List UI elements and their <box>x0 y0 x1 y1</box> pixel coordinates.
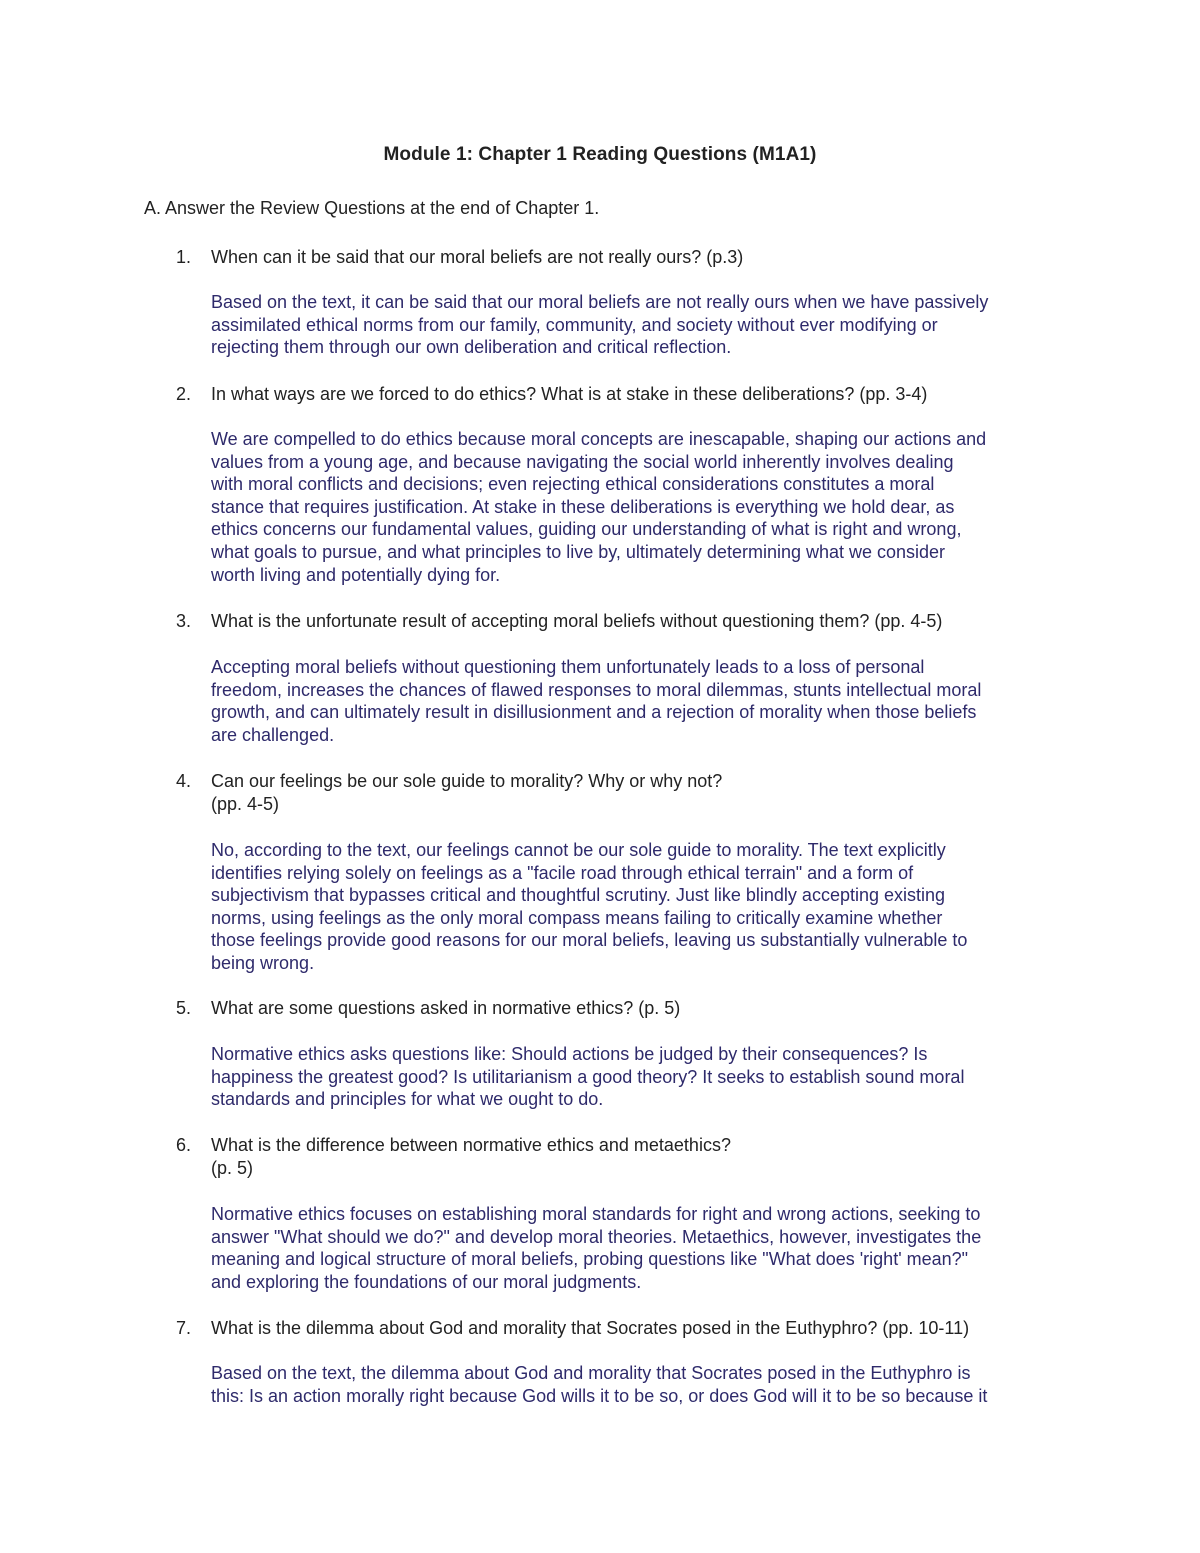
answer-line: with moral conflicts and decisions; even rejecting ethical considerations constitutes a moral <box>211 474 935 495</box>
answer-line: values from a young age, and because navigating the social world inherently involves dealing <box>211 451 954 472</box>
answer-line: Accepting moral beliefs without questioning them unfortunately leads to a loss of personal <box>211 657 925 677</box>
question-text: In what ways are we forced to do ethics? What is at stake in these deliberations? (pp. 3-4) <box>211 384 928 404</box>
question-line: (p. 5) <box>211 1157 254 1178</box>
document-title: Module 1: Chapter 1 Reading Questions (M1A1) <box>383 144 817 165</box>
answer-line: Based on the text, it can be said that our moral beliefs are not really ours when we have passively <box>211 292 989 312</box>
answer-line: rejecting them through our own deliberation and critical reflection. <box>211 337 732 358</box>
answer-line: are challenged. <box>211 724 335 745</box>
answer-line: what goals to pursue, and what principles to live by, ultimately determining what we consider <box>211 541 946 562</box>
answer-line: assimilated ethical norms from our family, community, and society without ever modifying or <box>211 314 938 335</box>
question-text: What is the unfortunate result of accepting moral beliefs without questioning them? (pp. 4-5) <box>211 611 943 631</box>
question-text: When can it be said that our moral beliefs are not really ours? (p.3) <box>211 247 744 267</box>
answer-3 <box>211 656 1069 746</box>
question-number: 7. <box>176 1318 192 1338</box>
answer-line: happiness the greatest good? Is utilitarianism a good theory? It seeks to establish sound moral <box>211 1066 965 1087</box>
question-number: 6. <box>176 1135 192 1155</box>
answer-line: and exploring the foundations of our moral judgments. <box>211 1271 642 1292</box>
answer-line: norms, using feelings as the only moral compass means failing to critically examine whether <box>211 907 943 928</box>
question-text <box>211 770 1091 815</box>
answer-line: standards and principles for what we ought to do. <box>211 1089 604 1110</box>
answer-line: being wrong. <box>211 952 315 973</box>
answer-line: stance that requires justification. At stake in these deliberations is everything we hold dear, as <box>211 496 955 517</box>
question-number: 3. <box>176 611 192 631</box>
answer-6 <box>211 1203 1069 1293</box>
answer-line: Based on the text, the dilemma about God and morality that Socrates posed in the Euthyphro is <box>211 1363 971 1383</box>
answer-line: those feelings provide good reasons for our moral beliefs, leaving us substantially vulnerable to <box>211 930 968 951</box>
question-number: 5. <box>176 998 192 1018</box>
answer-line: No, according to the text, our feelings cannot be our sole guide to morality. The text explicitly <box>211 840 946 860</box>
answer-1 <box>211 291 1069 359</box>
answer-line: subjectivism that bypasses critical and thoughtful scrutiny. Just like blindly accepting existing <box>211 885 946 906</box>
answer-4 <box>211 839 1069 975</box>
answer-line: this: Is an action morally right because God wills it to be so, or does God will it to be so because it <box>211 1385 988 1406</box>
answer-line: worth living and potentially dying for. <box>211 564 501 585</box>
question-number: 4. <box>176 771 192 791</box>
answer-line: Normative ethics focuses on establishing moral standards for right and wrong actions, seeking to <box>211 1204 981 1224</box>
answer-line: Normative ethics asks questions like: Should actions be judged by their consequences? Is <box>211 1044 928 1064</box>
answer-line: identifies relying solely on feelings as a "facile road through ethical terrain" and a form of <box>211 862 914 883</box>
question-line: What is the difference between normative ethics and metaethics? <box>211 1135 731 1155</box>
answer-line: ethics concerns our fundamental values, guiding our understanding of what is right and wrong, <box>211 519 962 540</box>
question-number: 1. <box>176 247 192 267</box>
answer-7 <box>211 1362 1069 1407</box>
answer-line: growth, and can ultimately result in disillusionment and a rejection of morality when those beliefs <box>211 702 977 723</box>
answer-line: answer "What should we do?" and develop moral theories. Metaethics, however, investigates the <box>211 1226 982 1247</box>
question-line: Can our feelings be our sole guide to morality? Why or why not? <box>211 771 723 791</box>
question-text: What are some questions asked in normative ethics? (p. 5) <box>211 998 681 1018</box>
answer-5 <box>211 1043 1069 1111</box>
answer-line: We are compelled to do ethics because moral concepts are inescapable, shaping our actions and <box>211 429 987 449</box>
question-line: (pp. 4-5) <box>211 793 280 814</box>
instructions: A. Answer the Review Questions at the end of Chapter 1. <box>144 198 600 218</box>
question-text: What is the dilemma about God and morality that Socrates posed in the Euthyphro? (pp. 10-11) <box>211 1318 970 1338</box>
answer-line: freedom, increases the chances of flawed responses to moral dilemmas, stunts intellectual moral <box>211 679 982 700</box>
answer-2 <box>211 428 1069 586</box>
answer-line: meaning and logical structure of moral beliefs, probing questions like "What does 'right' mean?" <box>211 1249 969 1270</box>
question-number: 2. <box>176 384 192 404</box>
question-text <box>211 1134 1091 1179</box>
